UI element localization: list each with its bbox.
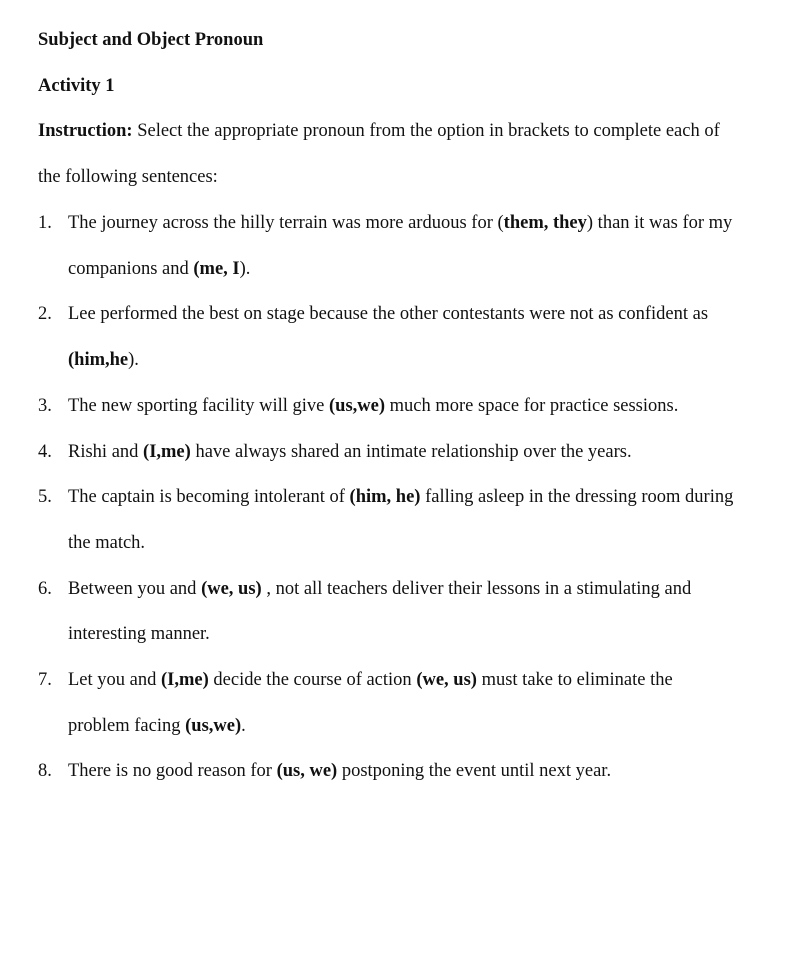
instruction-line-1	[38, 120, 720, 142]
sentence-text: , not all teachers deliver their lessons in a stimulating and	[261, 578, 692, 599]
sentence-text: The journey across the hilly terrain was more arduous for	[68, 213, 498, 233]
question-number: 2.	[38, 304, 52, 325]
sentence-text: Lee performed the best on stage because the other contestants were not as confident as	[68, 304, 709, 325]
sentence-text: must take to eliminate the	[476, 670, 673, 690]
question-number: 5.	[38, 487, 52, 508]
question-number: 4.	[38, 441, 52, 462]
question-line	[68, 486, 733, 508]
sentence-text: have always shared an intimate relationship over the years.	[190, 441, 632, 462]
sentence-text: falling asleep in the dressing room during	[420, 487, 734, 508]
question-line	[68, 258, 250, 280]
pronoun-option: (us, we)	[276, 761, 338, 782]
pronoun-option: (me, I	[193, 258, 240, 279]
sentence-text: Between you and	[68, 578, 202, 599]
sentence-text: ).	[128, 350, 139, 371]
sentence-text: decide the course of action	[208, 670, 417, 690]
question-line	[68, 715, 246, 737]
sentence-text: The new sporting facility will give	[68, 395, 329, 416]
question-number: 3.	[38, 395, 52, 416]
pronoun-option: (I,me)	[143, 441, 191, 462]
question-line	[68, 349, 139, 371]
question-number: 6.	[38, 578, 52, 599]
sentence-text: much more space for practice sessions.	[385, 395, 679, 416]
pronoun-option: (us,we)	[329, 395, 386, 416]
question-line	[68, 760, 611, 782]
sentence-text: the match.	[68, 532, 146, 553]
pronoun-option: (we, us)	[416, 670, 477, 690]
question-line	[68, 578, 691, 600]
sentence-text: The captain is becoming intolerant of	[68, 487, 350, 508]
question-line	[68, 395, 678, 417]
sentence-text: Let you and	[68, 670, 161, 690]
pronoun-option: (him,he	[68, 350, 129, 371]
pronoun-option: them, they	[503, 213, 587, 233]
instruction-label: Instruction:	[38, 121, 133, 141]
sentence-text: (	[497, 213, 504, 233]
pronoun-option: (we, us)	[201, 578, 262, 599]
sentence-text: .	[241, 715, 246, 736]
question-line	[68, 212, 732, 234]
question-number: 8.	[38, 761, 52, 782]
question-line	[68, 669, 673, 691]
activity-heading: Activity 1	[38, 76, 115, 96]
sentence-text: ).	[239, 258, 251, 279]
question-line	[68, 532, 145, 554]
question-number: 7.	[38, 670, 52, 690]
sentence-text: ) than it was for my	[586, 213, 733, 233]
question-line	[68, 441, 632, 463]
document-title: Subject and Object Pronoun	[38, 30, 264, 50]
question-number: 1.	[38, 213, 52, 233]
question-line	[68, 623, 210, 645]
sentence-text: postponing the event until next year.	[337, 761, 612, 782]
sentence-text: There is no good reason for	[68, 761, 277, 782]
pronoun-option: (I,me)	[161, 670, 209, 690]
pronoun-option: (us,we)	[185, 715, 242, 736]
instruction-line-2: the following sentences:	[38, 167, 218, 187]
instruction-text-1: Select the appropriate pronoun from the option in brackets to complete each of	[132, 121, 720, 141]
sentence-text: companions and	[68, 258, 194, 279]
pronoun-option: (him, he)	[349, 487, 421, 508]
sentence-text: Rishi and	[68, 441, 144, 462]
sentence-text: problem facing	[68, 715, 186, 736]
question-line	[68, 303, 708, 325]
sentence-text: interesting manner.	[68, 624, 210, 645]
